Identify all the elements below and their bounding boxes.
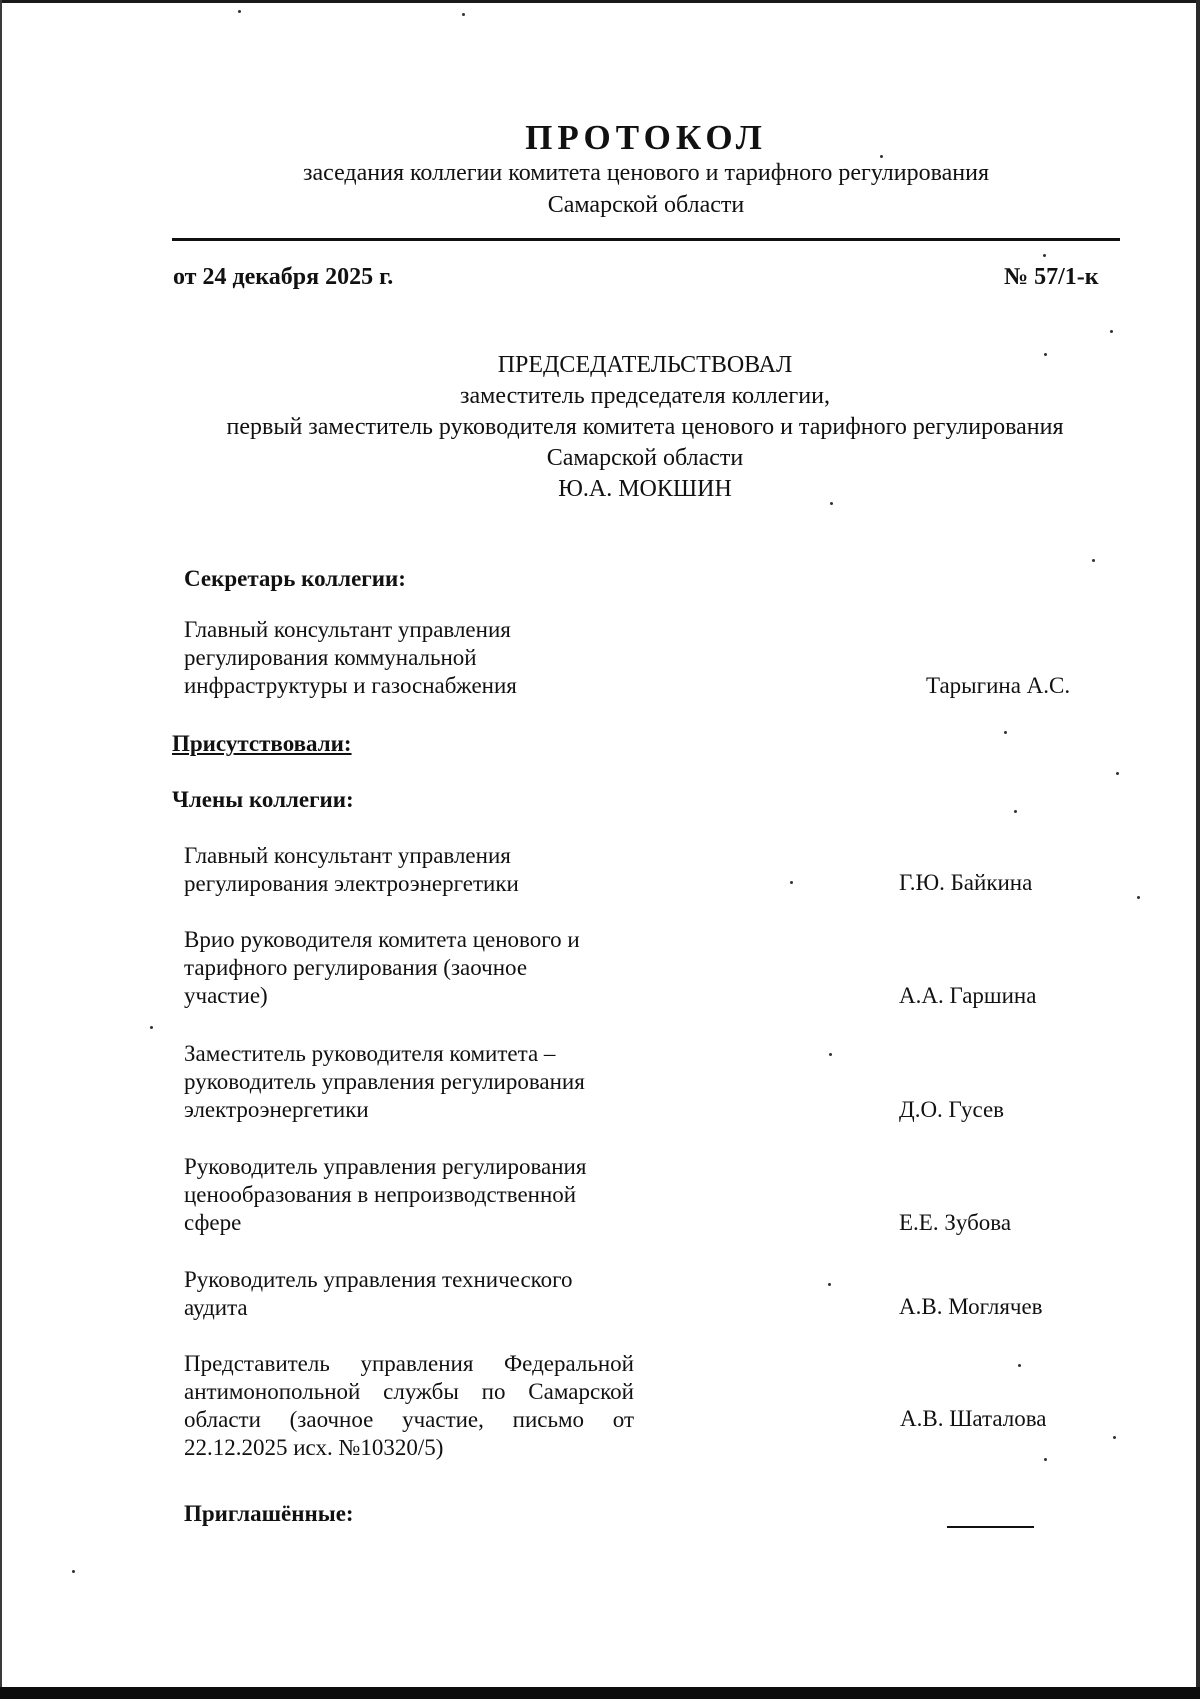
- document-subtitle-line2: Самарской области: [547, 192, 745, 218]
- secretary-role-line: Главный консультант управления: [184, 617, 511, 642]
- member-role-line: области (заочное участие, письмо от: [184, 1407, 634, 1432]
- member-role-line: тарифного регулирования (заочное: [184, 955, 528, 980]
- member-role-line: аудита: [184, 1295, 248, 1320]
- member-role: [184, 926, 634, 1010]
- member-role-line: Представитель управления Федеральной: [184, 1351, 634, 1376]
- scan-speck: [880, 155, 883, 158]
- scan-speck: [1044, 1458, 1047, 1461]
- member-role-line: сфере: [184, 1210, 242, 1235]
- invited-label: Приглашённые:: [184, 1501, 354, 1526]
- member-role-line: 22.12.2025 исх. №10320/5): [184, 1435, 444, 1460]
- scan-speck: [1116, 772, 1119, 775]
- member-role: [184, 1266, 634, 1322]
- member-role-line: Руководитель управления технического: [184, 1267, 573, 1292]
- member-name: А.В. Шаталова: [900, 1406, 1047, 1431]
- scan-speck: [238, 10, 241, 13]
- scan-speck: [790, 881, 793, 884]
- secretary-name: Тарыгина А.С.: [926, 673, 1071, 698]
- member-role-line: Руководитель управления регулирования: [184, 1154, 587, 1179]
- scan-edge-top: [0, 0, 1200, 3]
- present-label: Присутствовали:: [172, 731, 352, 756]
- member-role-line: регулирования электроэнергетики: [184, 871, 519, 896]
- member-role-line: Главный консультант управления: [184, 843, 511, 868]
- scan-speck: [1004, 731, 1007, 734]
- scan-speck: [1018, 1364, 1021, 1367]
- member-name: А.А. Гаршина: [899, 983, 1037, 1008]
- members-label: Члены коллегии:: [172, 787, 354, 812]
- member-role: [184, 1153, 634, 1237]
- scan-speck: [1044, 353, 1047, 356]
- scan-edge-right: [1196, 0, 1200, 1699]
- scan-speck: [1043, 254, 1046, 257]
- member-name: Г.Ю. Байкина: [899, 870, 1033, 895]
- chair-line1: заместитель председателя коллегии,: [460, 383, 830, 409]
- secretary-role-line: регулирования коммунальной: [184, 645, 477, 670]
- chair-line3: Самарской области: [546, 445, 744, 471]
- scan-speck: [829, 1053, 832, 1056]
- member-role-line: руководитель управления регулирования: [184, 1069, 585, 1094]
- scan-edge-left: [0, 0, 2, 1699]
- scan-speck: [828, 1283, 831, 1286]
- document-title: ПРОТОКОЛ: [525, 118, 767, 157]
- secretary-label: Секретарь коллегии:: [184, 566, 406, 591]
- member-role-line: Врио руководителя комитета ценового и: [184, 927, 580, 952]
- scan-speck: [1110, 330, 1113, 333]
- protocol-date: от 24 декабря 2025 г.: [173, 264, 394, 290]
- member-role-line: антимонопольной службы по Самарской: [184, 1379, 634, 1404]
- scan-edge-bottom: [0, 1687, 1200, 1699]
- scan-speck: [1113, 1436, 1116, 1439]
- chair-heading: ПРЕДСЕДАТЕЛЬСТВОВАЛ: [497, 352, 793, 378]
- scan-speck: [72, 1570, 75, 1573]
- member-role-line: Заместитель руководителя комитета –: [184, 1041, 556, 1066]
- scan-speck: [1137, 896, 1140, 899]
- scan-speck: [830, 502, 833, 505]
- invited-blank-line: [947, 1526, 1034, 1528]
- secretary-role-line: инфраструктуры и газоснабжения: [184, 673, 517, 698]
- protocol-number: № 57/1-к: [1004, 264, 1099, 290]
- member-role-line: участие): [184, 983, 268, 1008]
- header-divider: [172, 238, 1120, 241]
- secretary-role: [184, 616, 634, 700]
- member-role: [184, 1350, 634, 1462]
- member-name: Е.Е. Зубова: [899, 1210, 1012, 1235]
- chair-line2: первый заместитель руководителя комитета ценового и тарифного регулирования: [226, 414, 1064, 440]
- member-name: Д.О. Гусев: [899, 1097, 1005, 1122]
- scan-speck: [462, 13, 465, 16]
- document-subtitle-line1: заседания коллегии комитета ценового и тарифного регулирования: [302, 160, 990, 186]
- member-role-line: ценообразования в непроизводственной: [184, 1182, 577, 1207]
- member-role: [184, 842, 634, 898]
- member-role-line: электроэнергетики: [184, 1097, 369, 1122]
- scan-speck: [1092, 559, 1095, 562]
- scan-speck: [1014, 810, 1017, 813]
- member-role: [184, 1040, 634, 1124]
- scan-speck: [150, 1026, 153, 1029]
- member-name: А.В. Моглячев: [899, 1294, 1043, 1319]
- chair-name: Ю.А. МОКШИН: [558, 476, 732, 502]
